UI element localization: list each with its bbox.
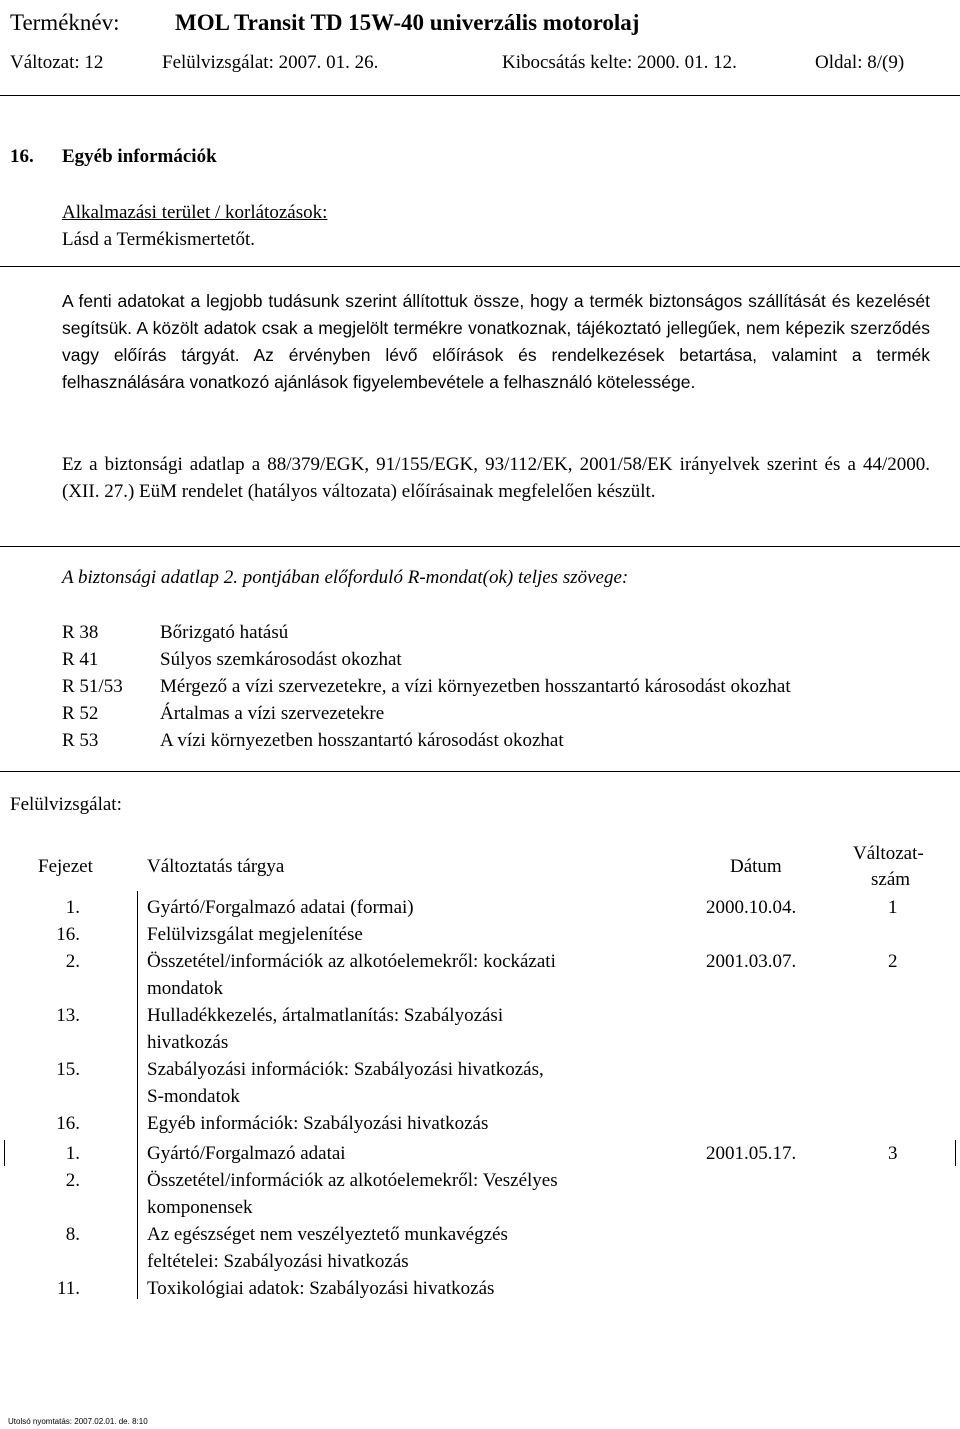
table-cell-subject-cont: hivatkozás xyxy=(147,1032,229,1053)
table-cell-chapter: 8. xyxy=(65,1224,80,1245)
product-label: Terméknév: xyxy=(10,10,120,35)
r-phrase-code: R 41 xyxy=(62,649,99,670)
table-cell-subject-cont: mondatok xyxy=(147,978,223,999)
table-cell-subject: Toxikológiai adatok: Szabályozási hivatkozás xyxy=(147,1278,495,1299)
table-cell-version: 2 xyxy=(888,951,898,972)
table-cell-subject: Hulladékkezelés, ártalmatlanítás: Szabályozási xyxy=(147,1005,504,1026)
table-cell-version: 1 xyxy=(888,897,898,918)
r-phrase-text: Bőrizgató hatású xyxy=(160,622,289,643)
column-header-subject: Változtatás tárgya xyxy=(147,856,285,877)
column-header-version: Változat- xyxy=(853,843,924,864)
section-number: 16. xyxy=(10,146,34,167)
table-cell-chapter: 1. xyxy=(65,1143,80,1164)
table-cell-chapter: 1. xyxy=(65,897,80,918)
table-cell-subject: Az egészséget nem veszélyeztető munkavégzés xyxy=(147,1224,508,1245)
disclaimer-sentence-3: Az érvényben lévő előírások és rendelkezések betartása, valamint a termék felhasználására vonatkozó ajánlások figyelembevétele a felhasználó kötelessége. xyxy=(62,345,930,392)
table-cell-chapter: 16. xyxy=(56,924,80,945)
r-phrase-text: Mérgező a vízi szervezetekre, a vízi környezetben hosszantartó károsodást okozhat xyxy=(160,676,791,697)
row-edge-right xyxy=(955,1140,956,1166)
r-phrase-text: Ártalmas a vízi szervezetekre xyxy=(160,703,385,724)
column-header-chapter: Fejezet xyxy=(38,856,93,877)
table-cell-subject: Gyártó/Forgalmazó adatai xyxy=(147,1143,346,1164)
print-footer: Utolsó nyomtatás: 2007.02.01. de. 8:10 xyxy=(8,1417,148,1426)
regulation-paragraph: Ez a biztonsági adatlap a 88/379/EGK, 91/155/EGK, 93/112/EK, 2001/58/EK irányelvek szerint és a 44/2000. (XII. 27.) EüM rendelet (hatályos változata) előírásainak megfelelően készült. xyxy=(62,454,930,502)
version-label: Változat: 12 xyxy=(10,52,104,73)
r-phrase-text: Súlyos szemkárosodást okozhat xyxy=(160,649,402,670)
table-cell-subject: Felülvizsgálat megjelenítése xyxy=(147,924,363,945)
table-cell-chapter: 2. xyxy=(65,1170,80,1191)
table-cell-chapter: 15. xyxy=(56,1059,80,1080)
header-divider xyxy=(0,95,960,96)
r-phrase-code: R 51/53 xyxy=(62,676,123,697)
r-phrase-text: A vízi környezetben hosszantartó károsodást okozhat xyxy=(160,730,564,751)
r-phrase-code: R 52 xyxy=(62,703,99,724)
table-cell-subject-cont: feltételei: Szabályozási hivatkozás xyxy=(147,1251,409,1272)
table-cell-chapter: 13. xyxy=(56,1005,80,1026)
table-cell-subject: Összetétel/információk az alkotóelemekről: Veszélyes xyxy=(147,1170,558,1191)
table-cell-chapter: 2. xyxy=(65,951,80,972)
table-cell-subject: Összetétel/információk az alkotóelemekről: kockázati xyxy=(147,951,556,972)
issue-date: Kibocsátás kelte: 2000. 01. 12. xyxy=(502,52,737,73)
table-cell-subject: Gyártó/Forgalmazó adatai (formai) xyxy=(147,897,414,918)
paragraph-divider xyxy=(0,546,960,547)
usage-text: Lásd a Termékismertetőt. xyxy=(62,229,256,250)
table-cell-date: 2000.10.04. xyxy=(706,897,797,918)
section-title: Egyéb információk xyxy=(62,146,217,167)
revision-heading: Felülvizsgálat: xyxy=(10,794,122,815)
product-name: MOL Transit TD 15W-40 univerzális motorolaj xyxy=(175,10,640,35)
table-cell-date: 2001.03.07. xyxy=(706,951,797,972)
table-cell-subject: Szabályozási információk: Szabályozási hivatkozás, xyxy=(147,1059,544,1080)
disclaimer-sentence-1: A fenti adatokat a legjobb tudásunk szerint állítottuk össze, hogy a termék biztonságos szállítását és kezelését segítsük. xyxy=(62,291,930,338)
column-header-version-2: szám xyxy=(871,869,911,890)
r-phrases-divider xyxy=(0,771,960,772)
product-header xyxy=(10,10,640,36)
column-separator xyxy=(137,891,138,1299)
column-header-date: Dátum xyxy=(730,856,782,877)
table-cell-subject-cont: S-mondatok xyxy=(147,1086,240,1107)
table-cell-chapter: 16. xyxy=(56,1113,80,1134)
r-phrases-heading: A biztonsági adatlap 2. pontjában előforduló R-mondat(ok) teljes szövege: xyxy=(62,567,629,588)
disclaimer-paragraph xyxy=(62,288,930,396)
table-cell-subject-cont: komponensek xyxy=(147,1197,253,1218)
section-divider xyxy=(0,266,960,267)
table-cell-date: 2001.05.17. xyxy=(706,1143,797,1164)
r-phrase-code: R 38 xyxy=(62,622,99,643)
row-edge-left xyxy=(4,1140,5,1166)
section-heading xyxy=(10,146,217,168)
table-cell-chapter: 11. xyxy=(56,1278,80,1299)
usage-heading: Alkalmazási terület / korlátozások: xyxy=(62,202,328,223)
disclaimer-sentence-2: A közölt adatok csak a megjelölt termékre vonatkoznak, tájékoztató jellegűek, nem képezik szerződés vagy előírás tárgyát. xyxy=(62,318,930,365)
table-cell-subject: Egyéb információk: Szabályozási hivatkozás xyxy=(147,1113,489,1134)
table-cell-version: 3 xyxy=(888,1143,898,1164)
review-date: Felülvizsgálat: 2007. 01. 26. xyxy=(162,52,379,73)
r-phrase-code: R 53 xyxy=(62,730,99,751)
page-number: Oldal: 8/(9) xyxy=(815,52,905,73)
